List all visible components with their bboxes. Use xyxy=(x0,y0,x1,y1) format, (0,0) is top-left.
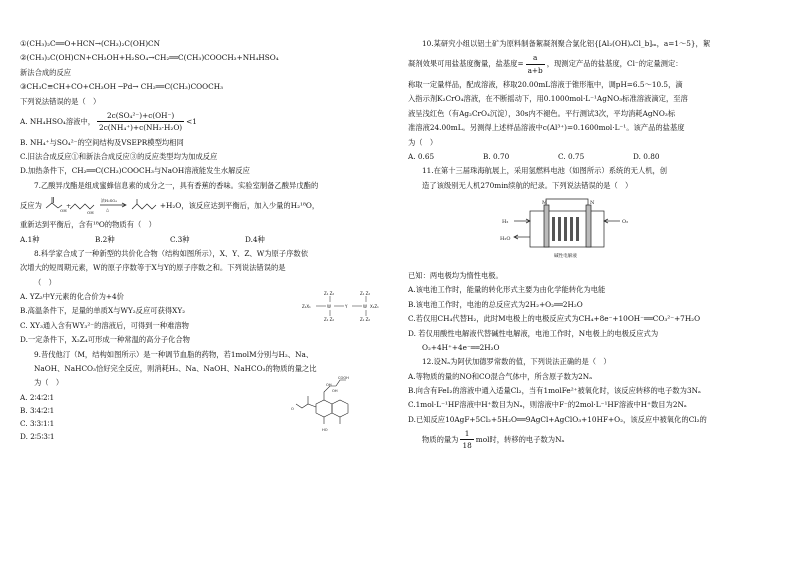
question-10-line-1: 10.某研究小组以铝土矿为原料制备絮凝剂聚合氯化铝{[Al₂(OH)ₐCl_b]ₘ，a=1～5}，絮 xyxy=(422,39,711,48)
fuel-cell-icon xyxy=(498,195,638,263)
q7-option-a: A.1种 xyxy=(20,234,40,244)
equation-2: ②(CH₃)₂C(OH)CN+CH₃OH+H₂SO₄→CH₂══C(CH₃)COOCH₃+NH₄HSO₄ xyxy=(20,53,279,63)
question-10-line-5: 液呈浅红色（有Ag₂CrO₄沉淀），30s内不褪色。平行测试3次，平均消耗AgNO₃标 xyxy=(408,108,676,118)
question-10-line-7: 为（ ） xyxy=(408,137,438,147)
question-12-option-a: A.等物质的量的NO和CO混合气体中，所含原子数为2Nₐ xyxy=(408,371,593,381)
question-7-line-1: 7.乙酸异戊酯是组成蜜蜂信息素的成分之一，具有香蕉的香味。实验室制备乙酸异戊酯的 xyxy=(34,180,319,190)
svg-text:+: + xyxy=(65,203,71,211)
q7-option-c: C.3种 xyxy=(170,234,190,244)
question-10-options xyxy=(408,151,708,162)
question-7-reaction xyxy=(20,194,390,216)
question-10-line-4: 入指示剂K₂CrO₄溶液，在不断摇动下，用0.1000mol·L⁻¹AgNO₃标准溶液滴定，至溶 xyxy=(408,94,688,104)
left-column xyxy=(20,38,390,445)
question-9-line-2: NaOH、NaHCO₃恰好完全反应，则消耗H₂、Na、NaOH、NaHCO₃的物质的量之比 xyxy=(34,364,317,374)
question-11-option-c: C.若仅用CH₄代替H₂，此时M电极上的电极反应式为CH₄+8e⁻+10OH⁻══CO₃²⁻+7H₂O xyxy=(408,314,701,324)
question-12-stem: 12.设Nₐ为阿伏加德罗常数的值，下列说法正确的是（ ） xyxy=(422,357,611,367)
question-12-option-d-line-1: D.已知反应10AgF+5Cl₂+5H₂O══9AgCl+AgClO₃+10HF+O₂，该反应中被氧化的Cl₂的 xyxy=(408,414,707,424)
water-outlet-label: H₂O xyxy=(500,235,511,242)
equation-1: ①(CH₃)₂C══O+HCN→(CH₃)₂C(OH)CN xyxy=(20,39,161,48)
option-a-prefix: A. NH₄HSO₄溶液中， xyxy=(20,117,96,127)
basicity-numerator: a xyxy=(526,52,545,64)
question-10-line-3: 称取一定量样品，配成溶液，移取20.00mL溶液于锥形瓶中，调pH=6.5～10.5，滴 xyxy=(408,79,683,89)
svg-text:HO: HO xyxy=(322,427,328,432)
question-11-option-b: B.该电池工作时，电池的总反应式为2H₂+O₂══2H₂O xyxy=(408,299,583,309)
question-11-option-d-line-1: D. 若仅用酸性电解液代替碱性电解液，电池工作时，N电极上的电极反应式为 xyxy=(408,328,659,338)
svg-text:Z₁ Z₂: Z₁ Z₂ xyxy=(324,291,334,297)
oxygen-inlet-label: O₂ xyxy=(622,218,629,225)
q9-option-c: C. 3∶3∶1∶1 xyxy=(20,419,55,429)
molecule-structure-icon xyxy=(300,289,390,323)
question-12-option-d-line-2 xyxy=(408,428,778,451)
basicity-denominator: a+b xyxy=(527,65,543,75)
electrolyte-caption: 碱性电解液 xyxy=(554,253,577,259)
question-8-options-with-figure xyxy=(20,291,390,349)
question-6-option-a xyxy=(20,110,390,133)
svg-text:△: △ xyxy=(105,207,109,213)
reaction-structures-icon xyxy=(42,194,160,216)
svg-text:O: O xyxy=(291,406,294,411)
question-7-options xyxy=(20,234,320,245)
question-6-option-c: C.旧法合成反应①和新法合成反应③的反应类型均为加成反应 xyxy=(20,151,218,161)
question-8-option-b: B.高温条件下，足量的单质X与WY₂反应可获得XY₂ xyxy=(20,306,186,316)
question-11-option-d-line-2: O₂+4H⁺+4e⁻══2H₂O xyxy=(422,342,500,352)
question-6-option-b: B. NH₄⁺与SO₄²⁻的空间结构及VSEPR模型均相同 xyxy=(20,137,184,147)
svg-text:OH: OH xyxy=(326,382,332,387)
q9-option-a: A. 2∶4∶2∶1 xyxy=(20,392,55,402)
option-a-fraction xyxy=(97,110,184,133)
question-11-option-a: A.该电池工作时，能量的转化形式主要为由化学能转化为电能 xyxy=(408,285,606,295)
svg-text:Z₁ Z₂: Z₁ Z₂ xyxy=(360,317,370,323)
svg-text:W: W xyxy=(363,304,367,310)
simvastatin-structure-icon xyxy=(286,374,354,436)
svg-text:W: W xyxy=(327,304,331,310)
question-8-line-1: 8.科学家合成了一种新型的共价化合物（结构如图所示），X、Y、Z、W为原子序数依 xyxy=(34,248,308,258)
question-8-option-d: D.一定条件下，X₂Z₄可形成一种常温的高分子化合物 xyxy=(20,335,190,345)
hydrogen-inlet-label: H₂ xyxy=(502,218,509,225)
question-9-options-with-figure xyxy=(20,375,390,445)
question-9-options xyxy=(20,392,280,445)
q9-option-d: D. 2∶5∶3∶1 xyxy=(20,432,55,442)
svg-text:Z₁ Z₂: Z₁ Z₂ xyxy=(324,317,334,323)
reaction-label: 反应为 xyxy=(20,200,42,210)
question-9-line-1: 9.昔伐他汀（M，结构如图所示）是一种调节血脂的药物，若1molM分别与H₂、Na、 xyxy=(34,349,314,359)
question-10-line-2 xyxy=(408,52,778,75)
question-10-line-6: 准溶液24.00mL。另测得上述样品溶液中c(Al³⁺)=0.1600mol·L⁻¹。该产品的盐基度 xyxy=(408,123,685,133)
option-d-fraction xyxy=(460,428,473,451)
option-d-numerator: 1 xyxy=(460,428,473,440)
question-11-known: 已知：两电极均为惰性电极。 xyxy=(408,270,503,280)
electrode-n-label: N xyxy=(590,199,595,206)
fuel-cell-diagram xyxy=(498,195,778,266)
svg-text:OH: OH xyxy=(332,388,338,393)
q7-option-b: B.2种 xyxy=(95,234,115,244)
question-8-option-c: C. XY₃通入含有WY₃²⁻的溶液后，可得到一种难溶物 xyxy=(20,320,189,330)
q10-option-a: A. 0.65 xyxy=(408,151,435,161)
question-6-option-d: D.加热条件下，CH₂══C(CH₃)COOCH₃与NaOH溶液能发生水解反应 xyxy=(20,166,250,176)
q10-option-b: B. 0.70 xyxy=(483,151,510,161)
equation-3: ③CH₃C≡CH+CO+CH₃OH ─Pd→ CH₂══C(CH₃)COOCH₃ xyxy=(20,82,224,92)
fraction-denominator: 2c(NH₄⁺)+c(NH₃·H₂O) xyxy=(99,123,183,133)
option-d-prefix: 物质的量为 xyxy=(422,435,459,445)
svg-text:OH: OH xyxy=(86,210,94,216)
question-11-line-2: 造了该级别无人机270min续航的纪录。下列说法错误的是（ ） xyxy=(422,180,633,190)
q7-option-d: D.4种 xyxy=(245,234,265,244)
question-12-option-b: B.向含有FeI₂的溶液中通入适量Cl₂，当有1molFe²⁺被氧化时，该反应转移的电子数为3Nₐ xyxy=(408,386,701,396)
q9-option-b: B. 3∶4∶2∶1 xyxy=(20,406,55,415)
electrode-m-label: M xyxy=(542,199,548,206)
q10-option-d: D. 0.80 xyxy=(633,151,660,161)
option-d-suffix: mol时，转移的电子数为Nₐ xyxy=(475,435,565,445)
option-d-denominator: 18 xyxy=(462,441,472,451)
question-9-line-3: 为（ ） xyxy=(34,378,64,388)
option-a-suffix: <1 xyxy=(186,117,197,127)
basicity-continuation: ，现测定产品的盐基度，Cl⁻的定量测定： xyxy=(546,59,683,69)
svg-text:X₁Z₁: X₁Z₁ xyxy=(370,304,379,310)
reaction-reagent: 浓H₂SO₄ xyxy=(100,198,117,204)
question-8-option-a: A. YZ₂中Y元素的化合价为+4价 xyxy=(20,292,124,302)
question-12-option-c: C.1mol·L⁻¹HF溶液中H⁺数目为Nₐ，则溶液中F⁻的2mol·L⁻¹HF溶液中H⁺数目为2Nₐ xyxy=(408,400,687,410)
question-7-line-3: 重新达到平衡后，含有¹⁸O的物质有（ ） xyxy=(20,220,156,230)
svg-text:COOH: COOH xyxy=(338,375,349,380)
basicity-definition: 凝剂效果可用盐基度衡量，盐基度= xyxy=(408,59,524,69)
new-method-label: 新法合成的反应 xyxy=(20,67,72,77)
question-6-stem: 下列说法错误的是（ ） xyxy=(20,96,101,106)
svg-text:Z₁X₁: Z₁X₁ xyxy=(302,304,311,310)
fraction-numerator: 2c(SO₄²⁻)+c(OH⁻) xyxy=(97,110,184,122)
svg-text:Y: Y xyxy=(345,304,348,310)
question-8-line-2: 次增大的短周期元素，W的原子序数等于X与Y的原子序数之和。下列说法错误的是 xyxy=(20,263,286,273)
question-8-line-3: （ ） xyxy=(34,277,56,287)
question-11-line-1: 11.在第十三届珠海航展上，采用氢燃料电池（如图所示）系统的无人机，创 xyxy=(422,166,668,176)
svg-text:Z₁ Z₂: Z₁ Z₂ xyxy=(360,291,370,297)
right-column xyxy=(408,38,778,455)
svg-text:OH: OH xyxy=(59,208,67,214)
basicity-fraction xyxy=(526,52,545,75)
reaction-continuation: +H₂O，该反应达到平衡后，加入少量的H₂¹⁸O， xyxy=(159,200,320,210)
q10-option-c: C. 0.75 xyxy=(558,151,585,161)
